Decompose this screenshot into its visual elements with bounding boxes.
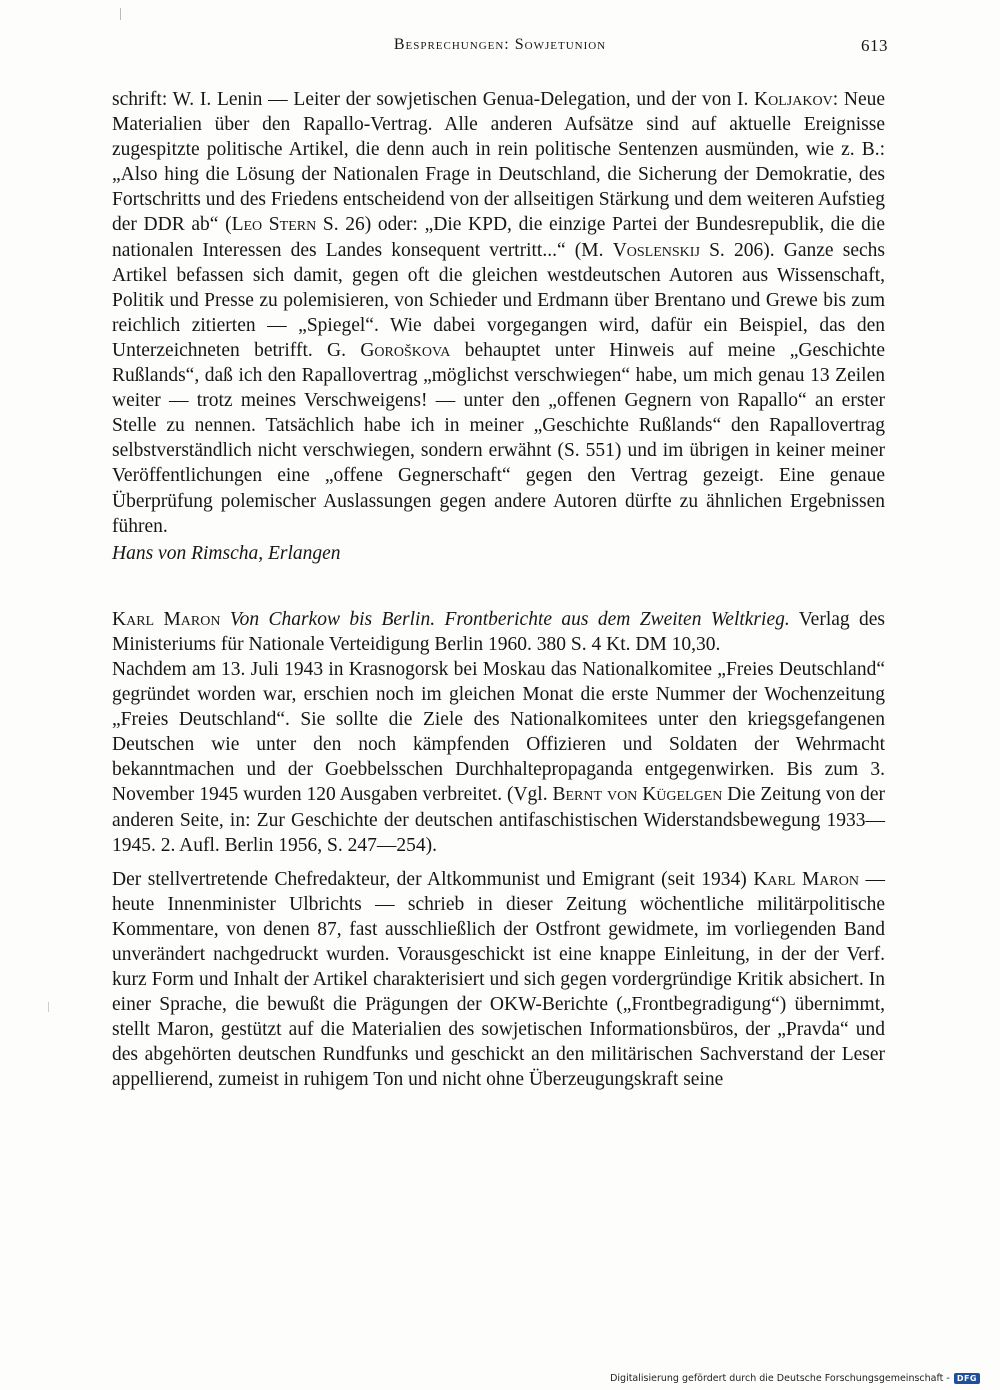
reviewer-signature: Hans von Rimscha, Erlangen xyxy=(112,542,341,564)
publication-info: Verlag des Ministeriums für Nationale Verteidigung Berlin 1960. 380 S. 4 Kt. DM 10,30. xyxy=(112,608,886,655)
review2-heading xyxy=(112,607,885,657)
author-name: Karl Maron xyxy=(753,868,859,890)
author-name: Bernt von Kügelgen xyxy=(552,784,723,806)
digitization-footer xyxy=(610,1373,980,1384)
footer-text: Digitalisierung gefördert durch die Deutsche Forschungsgemeinschaft - xyxy=(610,1373,950,1384)
dfg-logo: DFG xyxy=(954,1373,980,1384)
book-title: Von Charkow bis Berlin. Frontberichte aus dem Zweiten Weltkrieg. xyxy=(229,608,790,630)
scan-mark xyxy=(120,8,121,20)
page-header xyxy=(112,36,888,60)
author-name: I. Koljakov xyxy=(736,89,833,110)
review2-paragraph: Der stellvertretende Chefredakteur, der Altkommunist und Emigrant (seit 1934) Karl Maron — heute Innenminister Ulbrichts — schrieb in dieser Zeitung wöchentliche militärpolitische Kommentare, von denen 87, fast ausschließlich der Ostfront gewidmete, im vorliegenden Band unverändert nachgedruckt wurden. Vorausgeschickt ist eine knappe Einleitung, in der der Verf. kurz Form und Inhalt der Artikel charakterisiert und sich gegen vordergründige Kritik absichert. In einer Sprache, die bewußt die Prägungen der OKW-Berichte („Frontbegradigung“) übernimmt, stellt Maron, gestützt auf die Materialien des sowjetischen Informationsbüros, der „Pravda“ und des abgehörten deutschen Rundfunks und geschickt an den militärischen Sachverstand der Leser appellierend, zumeist in ruhigem Ton und nicht ohne Überzeugungskraft seine xyxy=(112,868,886,1091)
author-name: Goroškova xyxy=(360,339,451,361)
review2-paragraph: Nachdem am 13. Juli 1943 in Krasnogorsk bei Moskau das Nationalkomitee „Freies Deutschland“ gegründet worden war, erschien noch im gleichen Monat die erste Nummer der Wochenzeitung „Freies Deutschland“. Sie sollte die Ziele des Nationalkomitees unter den kriegsgefangenen Deutschen wie unter den noch kämpfenden Offizieren und Soldaten der Wehrmacht bekanntmachen und der Goebbelsschen Durchhaltepropaganda entgegenwirken. Bis zum 3. November 1945 wurden 120 Ausgaben verbreitet. (Vgl. Bernt von Kügelgen Die Zeitung von der anderen Seite, in: Zur Geschichte der deutschen antifaschistischen Widerstandsbewegung 1933—1945. 2. Aufl. Berlin 1956, S. 247—254). xyxy=(112,658,885,856)
review1-paragraph: schrift: W. I. Lenin — Leiter der sowjetischen Genua-Delegation, und der von I. Koljakov: Neue Materialien über den Rapallo-Vertrag. Alle anderen Aufsätze sind auf aktuelle Ereignisse zugespitzte politische Artikel, die denn auch in rein politische Sentenzen ausmünden, wie z. B.: „Also hing die Lösung der Nationalen Frage in Deutschland, die Sicherung der Demokratie, des Fortschritts und des Friedens entscheidend von der allseitigen Stärkung und dem weiteren Aufstieg der DDR ab“ (Leo Stern S. 26) oder: „Die KPD, die einzige Partei der Bundesrepublik, die die nationalen Interessen des Landes konsequent vertritt...“ (M. Voslenskij S. 206). Ganze sechs Artikel befassen sich damit, gegen oft die gleichen westdeutschen Autoren aus Wissenschaft, Politik und Presse zu polemisieren, von Schieder und Erdmann über Brentano und Grewe bis zum reichlich zitierten — „Spiegel“. Wie dabei vorgegangen wird, dafür ein Beispiel, das den Unterzeichneten betrifft. G. Goroškova behauptet unter Hinweis auf meine „Geschichte Rußlands“, daß ich den Rapallovertrag „möglichst verschwiegen“ habe, um mich genau 13 Zeilen weiter — trotz meines Verschweigens! — unter den „offenen Gegnern von Rapallo“ an erster Stelle zu nennen. Tatsächlich habe ich in meiner „Geschichte Rußlands“ den Rapallovertrag selbstverständlich nicht verschwiegen, sondern erwähnt (S. 551) und im übrigen in keiner meiner Veröffentlichungen eine „offene Gegnerschaft“ gegen den Vertrag gezeigt. Eine genaue Überprüfung polemischer Auslassungen gegen andere Autoren dürfte zu ähnlichen Ergebnissen führen. xyxy=(112,89,886,537)
author-name: Leo Stern xyxy=(231,214,317,236)
book-author: Karl Maron xyxy=(112,608,221,630)
page-number: 613 xyxy=(861,36,888,55)
scan-mark xyxy=(48,1002,49,1012)
author-name: Voslenskij xyxy=(612,239,700,261)
text-column xyxy=(112,87,885,1093)
running-title: Besprechungen: Sowjetunion xyxy=(393,36,607,53)
